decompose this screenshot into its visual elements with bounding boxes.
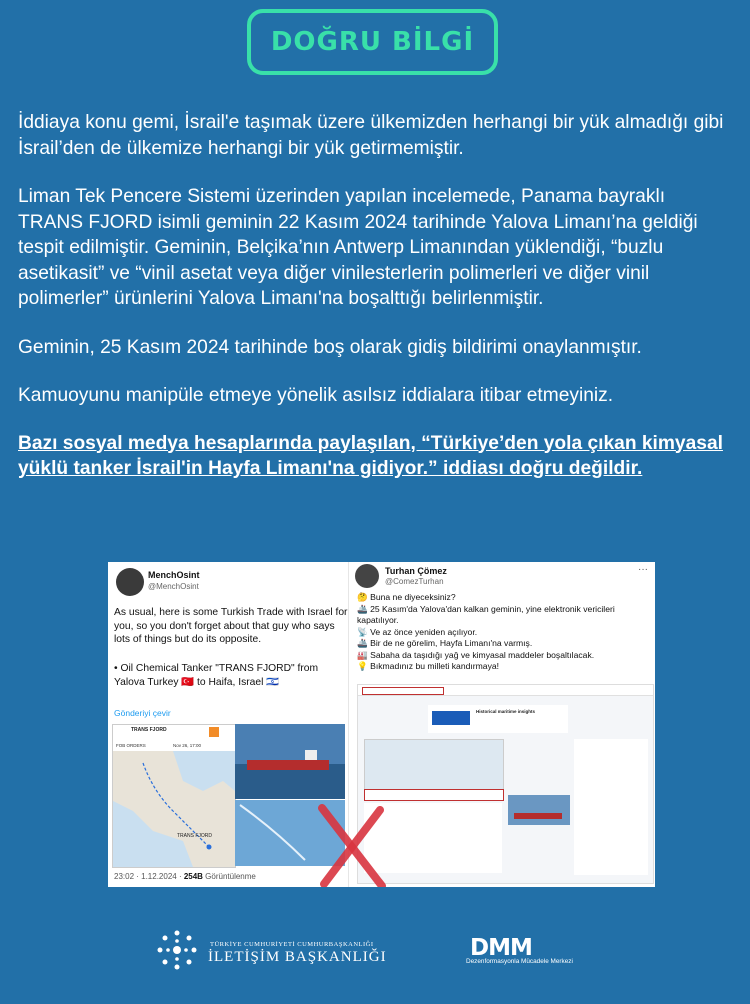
badge-box bbox=[247, 9, 498, 75]
tweet-comezturhan bbox=[348, 562, 655, 887]
badge-label: DOĞRU BİLGİ bbox=[270, 27, 475, 57]
translate-link[interactable]: Gönderiyi çevir bbox=[114, 708, 171, 718]
paragraph-4: Kamuoyunu manipüle etmeye yönelik asılsız iddialara itibar etmeyiniz. bbox=[18, 385, 614, 406]
tweet2-text: 🤔 Buna ne diyeceksiniz? 🚢 25 Kasım'da Yalova'dan kalkan geminin, yine elektronik vericileri kapatılıyor. 📡 Ve az önce yeniden açılıyor. 🚢 Bir de ne görelim, Hayfa Limanı'na varmış. 🏭 Sabaha da taşıdığı yağ ve kimyasal maddeler boşaltılacak. 💡 Bıkmadınız bu milleti kandırmaya! bbox=[357, 592, 615, 671]
avatar bbox=[116, 568, 144, 596]
map-row: FOB ORDERS Nov 26, 17:00 bbox=[113, 741, 235, 751]
map-header bbox=[113, 725, 235, 742]
site-details bbox=[574, 739, 648, 875]
highlight-claim: Bazı sosyal medya hesaplarında paylaşılan, “Türkiye’den yola çıkan kimyasal yüklü tanker İsrail'in Hayfa Limanı'na gidiyor.” iddiası doğru değildir. bbox=[18, 432, 723, 479]
site-ship-photo bbox=[508, 795, 570, 825]
paragraph-1: İddiaya konu gemi, İsrail'e taşımak üzere ülkemizden herhangi bir yük almadığı gibi İsrail’den de ülkemize herhangi bir yük getirmemiştir. bbox=[18, 112, 724, 159]
route-map bbox=[113, 751, 235, 867]
site-header-box bbox=[428, 705, 568, 733]
avatar bbox=[355, 564, 379, 588]
tweet1-handle: @MenchOsint bbox=[148, 582, 199, 591]
org-main-label: İLETİŞİM BAŞKANLIĞI bbox=[208, 949, 387, 965]
dmm-logo: DMM bbox=[470, 935, 532, 961]
vessel-icon bbox=[209, 727, 219, 737]
dmm-subtitle: Dezenformasyonla Mücadele Merkezi bbox=[466, 958, 573, 965]
site-title-box bbox=[362, 687, 444, 695]
evidence-screenshot bbox=[108, 562, 655, 887]
tweet1-name: MenchOsint bbox=[148, 570, 200, 580]
paragraph-2: Liman Tek Pencere Sistemi üzerinden yapılan incelemede, Panama bayraklı TRANS FJORD isimli geminin 22 Kasım 2024 tarihinde Yalova Limanı’na geldiği tespit edilmiştir. Geminin, Belçika’nın Antwerp Limanından yüklendiği, “buzlu asetikasit” ve “vinil asetat veya diğer vinilesterlerin polimerleri ve diğer vinil polimerler” ürünlerini Yalova Limanı'na boşalttığı belirlenmiştir. bbox=[18, 186, 698, 309]
inner-title: Historical maritime insights bbox=[476, 709, 536, 714]
tweet2-name: Turhan Çömez bbox=[385, 566, 447, 576]
org-top-label: TÜRKİYE CUMHURİYETİ CUMHURBAŞKANLIĞI bbox=[210, 941, 374, 948]
communications-directorate-logo-icon bbox=[152, 925, 202, 975]
tweet2-handle: @ComezTurhan bbox=[385, 577, 444, 586]
tweet1-text2: • Oil Chemical Tanker "TRANS FJORD" from Yalova Turkey 🇹🇷 to Haifa, Israel 🇮🇱 bbox=[114, 663, 319, 688]
more-icon[interactable]: ··· bbox=[638, 564, 648, 575]
ship-photo bbox=[235, 724, 345, 799]
badge bbox=[247, 9, 498, 99]
body-text bbox=[18, 110, 734, 505]
paragraph-3: Geminin, 25 Kasım 2024 tarihinde boş olarak gidiş bildirimi onaylanmıştır. bbox=[18, 336, 642, 358]
map-image bbox=[112, 724, 236, 868]
map-label: TRANS FJORD bbox=[177, 833, 212, 839]
tweet1-footer: 23:02 · 1.12.2024 · 254B Görüntülenme bbox=[114, 872, 256, 881]
site-highlight-row bbox=[364, 789, 504, 801]
map-title: TRANS FJORD bbox=[131, 727, 167, 733]
site-map bbox=[364, 739, 504, 791]
embedded-site bbox=[357, 684, 654, 884]
tweet1-text: As usual, here is some Turkish Trade with Israel for you, so you don't forget about that guy who says lots of things but do its opposite. bbox=[114, 607, 348, 645]
false-cross-icon bbox=[312, 802, 392, 887]
